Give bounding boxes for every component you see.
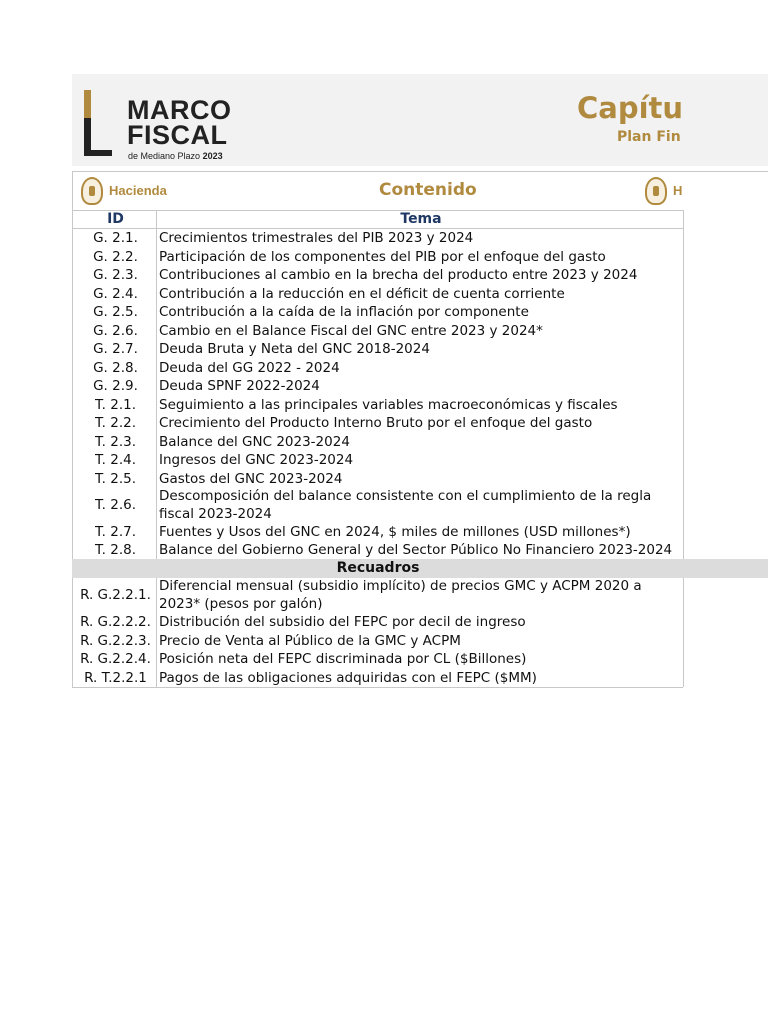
row-id: T. 2.1. <box>73 396 157 415</box>
row-id: R. G.2.2.2. <box>73 613 157 632</box>
logo-text-fiscal: FISCAL <box>127 120 228 150</box>
table-row[interactable] <box>73 542 684 560</box>
row-tema-link[interactable]: Descomposición del balance consistente con el cumplimiento de la regla fiscal 2023-2024 <box>157 488 684 523</box>
table-row[interactable] <box>73 669 684 688</box>
row-id: T. 2.8. <box>73 542 157 560</box>
row-id: G. 2.8. <box>73 359 157 378</box>
hacienda-label: Hacienda <box>109 183 167 198</box>
row-tema-link[interactable]: Balance del Gobierno General y del Sector Público No Financiero 2023-2024 <box>157 542 684 560</box>
row-id: G. 2.3. <box>73 266 157 285</box>
table-row[interactable] <box>73 377 684 396</box>
logo-subtitle-text: de Mediano Plazo <box>128 151 201 161</box>
row-tema-link[interactable]: Distribución del subsidio del FEPC por decil de ingreso <box>157 613 684 632</box>
table-row[interactable] <box>73 359 684 378</box>
row-id: R. G.2.2.1. <box>73 578 157 613</box>
table-row[interactable] <box>73 613 684 632</box>
column-header-tema: Tema <box>157 211 684 229</box>
contents-bar <box>72 171 768 210</box>
row-tema-link[interactable]: Ingresos del GNC 2023-2024 <box>157 451 684 470</box>
recuadros-table <box>72 578 684 687</box>
table-row[interactable] <box>73 433 684 452</box>
row-id: R. T.2.2.1 <box>73 669 157 688</box>
row-tema-link[interactable]: Crecimientos trimestrales del PIB 2023 y 2024 <box>157 229 684 248</box>
table-header-row <box>73 211 684 229</box>
coat-of-arms-icon <box>81 177 103 205</box>
row-id: G. 2.5. <box>73 303 157 322</box>
table-row[interactable] <box>73 578 684 613</box>
row-id: R. G.2.2.4. <box>73 650 157 669</box>
column-header-id: ID <box>73 211 157 229</box>
table-row[interactable] <box>73 340 684 359</box>
logo-subtitle <box>128 151 223 161</box>
row-id: R. G.2.2.3. <box>73 632 157 651</box>
table-row[interactable] <box>73 396 684 415</box>
row-tema-link[interactable]: Seguimiento a las principales variables macroeconómicas y fiscales <box>157 396 684 415</box>
chapter-subtitle: Plan Fin <box>617 129 681 145</box>
table-row[interactable] <box>73 303 684 322</box>
row-tema-link[interactable]: Balance del GNC 2023-2024 <box>157 433 684 452</box>
row-tema-link[interactable]: Diferencial mensual (subsidio implícito) de precios GMC y ACPM 2020 a 2023* (pesos por galón) <box>157 578 684 613</box>
table-row[interactable] <box>73 451 684 470</box>
contents-title: Contenido <box>379 180 477 200</box>
row-id: T. 2.7. <box>73 523 157 542</box>
row-tema-link[interactable]: Pagos de las obligaciones adquiridas con el FEPC ($MM) <box>157 669 684 688</box>
row-id: T. 2.2. <box>73 414 157 433</box>
table-row[interactable] <box>73 488 684 523</box>
logo-bracket-foot <box>84 150 112 156</box>
row-id: G. 2.2. <box>73 248 157 267</box>
row-tema-link[interactable]: Participación de los componentes del PIB por el enfoque del gasto <box>157 248 684 267</box>
row-id: T. 2.5. <box>73 470 157 489</box>
row-tema-link[interactable]: Contribuciones al cambio en la brecha del producto entre 2023 y 2024 <box>157 266 684 285</box>
row-id: T. 2.6. <box>73 488 157 523</box>
table-row[interactable] <box>73 285 684 304</box>
row-id: G. 2.1. <box>73 229 157 248</box>
row-tema-link[interactable]: Contribución a la caída de la inflación por componente <box>157 303 684 322</box>
row-id: G. 2.9. <box>73 377 157 396</box>
row-tema-link[interactable]: Fuentes y Usos del GNC en 2024, $ miles de millones (USD millones*) <box>157 523 684 542</box>
row-tema-link[interactable]: Precio de Venta al Público de la GMC y ACPM <box>157 632 684 651</box>
spreadsheet-page <box>72 74 768 688</box>
row-tema-link[interactable]: Posición neta del FEPC discriminada por CL ($Billones) <box>157 650 684 669</box>
logo-year: 2023 <box>202 151 223 161</box>
row-tema-link[interactable]: Contribución a la reducción en el déficit de cuenta corriente <box>157 285 684 304</box>
row-id: G. 2.6. <box>73 322 157 341</box>
coat-of-arms-icon <box>645 177 667 205</box>
row-tema-link[interactable]: Deuda Bruta y Neta del GNC 2018-2024 <box>157 340 684 359</box>
table-row[interactable] <box>73 248 684 267</box>
contents-table <box>72 210 684 559</box>
row-id: T. 2.4. <box>73 451 157 470</box>
table-row[interactable] <box>73 414 684 433</box>
logo-bracket-graphic <box>84 90 91 156</box>
table-row[interactable] <box>73 650 684 669</box>
row-tema-link[interactable]: Deuda del GG 2022 - 2024 <box>157 359 684 378</box>
header-banner <box>72 74 768 166</box>
row-id: G. 2.4. <box>73 285 157 304</box>
table-row[interactable] <box>73 632 684 651</box>
section-label: Recuadros <box>336 560 420 576</box>
chapter-title: Capítu <box>577 91 684 125</box>
row-tema-link[interactable]: Gastos del GNC 2023-2024 <box>157 470 684 489</box>
row-id: G. 2.7. <box>73 340 157 359</box>
row-tema-link[interactable]: Deuda SPNF 2022-2024 <box>157 377 684 396</box>
row-tema-link[interactable]: Cambio en el Balance Fiscal del GNC entre 2023 y 2024* <box>157 322 684 341</box>
row-id: T. 2.3. <box>73 433 157 452</box>
table-row[interactable] <box>73 470 684 489</box>
section-header-recuadros <box>72 559 768 578</box>
table-row[interactable] <box>73 229 684 248</box>
table-bottom-border <box>72 687 683 688</box>
table-row[interactable] <box>73 322 684 341</box>
logo-text-marco: MARCO <box>127 95 232 125</box>
table-row[interactable] <box>73 266 684 285</box>
row-tema-link[interactable]: Crecimiento del Producto Interno Bruto por el enfoque del gasto <box>157 414 684 433</box>
table-row[interactable] <box>73 523 684 542</box>
hacienda-label-right: H <box>673 183 683 198</box>
